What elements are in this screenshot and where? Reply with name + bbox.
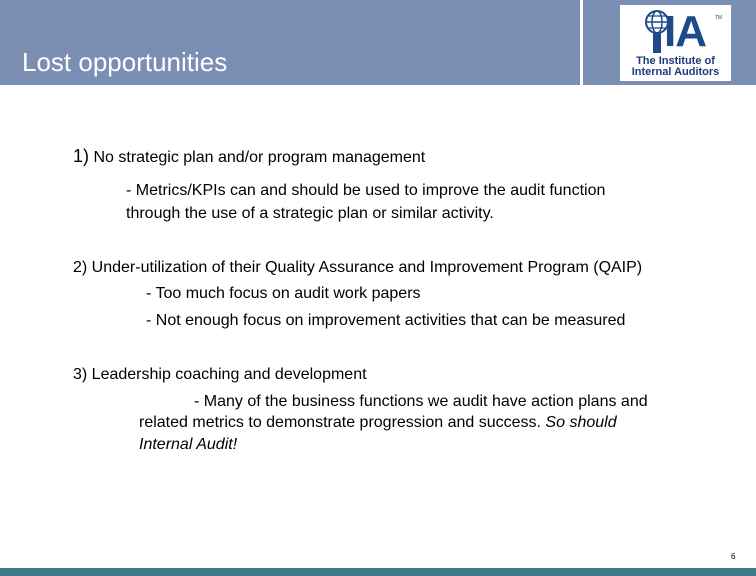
- item-3-sub-c: Internal Audit!: [139, 436, 238, 453]
- item-3-sub-b-text: related metrics to demonstrate progression and success.: [139, 414, 541, 431]
- iia-logo: [620, 5, 731, 81]
- logo-line-1: The Institute of: [636, 55, 715, 67]
- logo-letters: IA: [664, 7, 706, 56]
- item-3: 3) Leadership coaching and development: [73, 366, 367, 383]
- item-1-number: 1): [73, 146, 90, 166]
- page-number: 6: [731, 552, 736, 561]
- item-3-sub-b-italic: So should: [545, 414, 617, 431]
- logo-line-2: Internal Auditors: [631, 66, 720, 78]
- slide-title: Lost opportunities: [22, 47, 228, 77]
- item-3-sub-a: - Many of the business functions we audit have action plans and: [194, 393, 648, 410]
- footer-bar: [0, 568, 756, 576]
- item-2: 2) Under-utilization of their Quality Assurance and Improvement Program (QAIP): [73, 259, 643, 276]
- logo-text: [620, 56, 731, 78]
- logo-trademark: TM: [715, 15, 723, 21]
- item-2-sub-a: - Too much focus on audit work papers: [146, 285, 421, 302]
- item-1-sub-b: through the use of a strategic plan or similar activity.: [126, 205, 494, 222]
- item-1: [73, 146, 425, 168]
- item-1-sub-a: - Metrics/KPIs can and should be used to improve the audit function: [126, 182, 606, 199]
- item-3-sub-b: [139, 413, 617, 433]
- item-2-sub-b: - Not enough focus on improvement activities that can be measured: [146, 312, 626, 329]
- item-1-text: No strategic plan and/or program management: [93, 149, 426, 166]
